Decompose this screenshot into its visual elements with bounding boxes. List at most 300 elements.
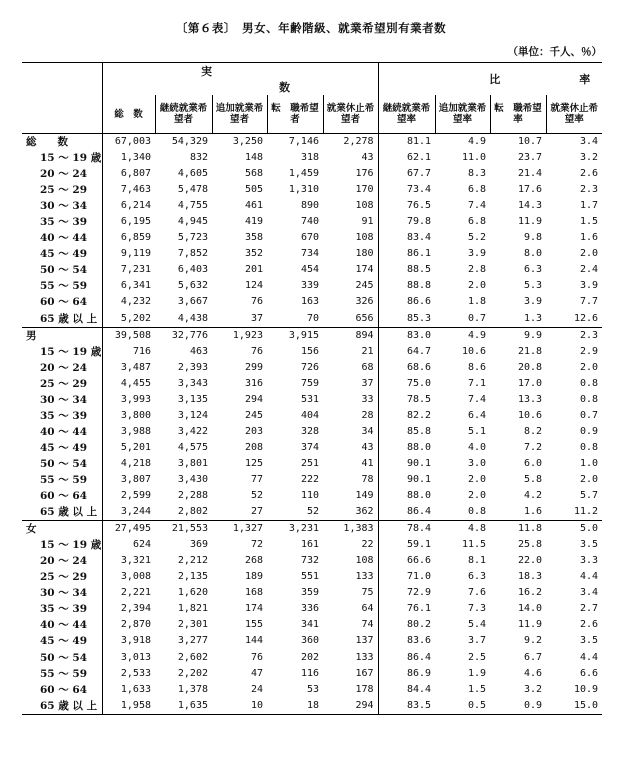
cell-value: 1,635 xyxy=(155,698,212,715)
cell-value: 3.9 xyxy=(579,280,599,292)
cell-value: 6,341 xyxy=(120,280,151,292)
cell-value: 2.6 xyxy=(579,619,599,631)
cell-value: 6,403 xyxy=(177,264,208,276)
cell-value: 454 xyxy=(300,264,319,276)
row-label: 50 ～ 54 xyxy=(22,650,102,666)
cell-value: 12.6 xyxy=(573,312,599,324)
cell-value: 339 xyxy=(300,280,319,292)
cell-value: 75.0 xyxy=(378,376,435,392)
cell-value: 108 xyxy=(355,555,374,567)
cell-value: 8.3 xyxy=(467,168,487,180)
cell-value: 1.3 xyxy=(523,312,543,324)
row-label: 60 ～ 64 xyxy=(22,682,102,698)
table-title: 〔第６表〕 男女、年齢階級、就業希望別有業者数 xyxy=(175,21,447,35)
cell-value: 155 xyxy=(244,619,263,631)
row-label: 25 ～ 29 xyxy=(22,569,102,585)
row-label: 35 ～ 39 xyxy=(22,408,102,424)
row-label: 50 ～ 54 xyxy=(22,456,102,472)
cell-value: 568 xyxy=(244,168,263,180)
cell-value: 161 xyxy=(300,539,319,551)
cell-value: 47 xyxy=(250,667,263,679)
column-header: 就業休止希望率 xyxy=(546,95,602,134)
cell-value: 9.2 xyxy=(523,635,543,647)
cell-value: 86.9 xyxy=(378,666,435,682)
cell-value: 5.8 xyxy=(523,474,543,485)
cell-value: 16.2 xyxy=(517,587,543,599)
column-header: 就業休止希望者 xyxy=(323,95,378,134)
table-row xyxy=(22,456,602,472)
cell-value: 2.0 xyxy=(467,280,487,292)
cell-value: 1,821 xyxy=(177,603,208,615)
cell-value: 1,958 xyxy=(102,698,155,715)
cell-value: 168 xyxy=(244,587,263,599)
cell-value: 3,487 xyxy=(120,361,151,373)
cell-value: 6.3 xyxy=(523,264,543,276)
cell-value: 3,013 xyxy=(120,651,151,663)
cell-value: 20.8 xyxy=(517,361,543,373)
cell-value: 64.7 xyxy=(378,344,435,360)
cell-value: 8.0 xyxy=(523,248,543,260)
cell-value: 4,755 xyxy=(177,200,208,212)
table-row xyxy=(22,601,602,617)
cell-value: 14.0 xyxy=(517,603,543,615)
cell-value: 18.3 xyxy=(517,571,543,583)
cell-value: 3,343 xyxy=(177,377,208,389)
cell-value: 137 xyxy=(355,635,374,647)
cell-value: 13.3 xyxy=(517,393,543,405)
cell-value: 21,553 xyxy=(155,521,212,538)
cell-value: 2.0 xyxy=(467,490,487,502)
cell-value: 5,478 xyxy=(177,184,208,196)
row-label: 15 ～ 19 歳 xyxy=(22,537,102,553)
cell-value: 3.7 xyxy=(467,635,487,647)
cell-value: 17.6 xyxy=(517,184,543,196)
cell-value: 5.4 xyxy=(467,619,487,631)
cell-value: 1.6 xyxy=(523,506,543,518)
table-row xyxy=(22,666,602,682)
cell-value: 10.7 xyxy=(517,136,543,148)
row-label: 40 ～ 44 xyxy=(22,230,102,246)
cell-value: 222 xyxy=(300,474,319,485)
cell-value: 3,231 xyxy=(267,521,323,538)
table-row xyxy=(22,633,602,649)
table-row xyxy=(22,521,602,538)
cell-value: 9.8 xyxy=(523,232,543,244)
cell-value: 326 xyxy=(355,296,374,308)
cell-value: 39,508 xyxy=(102,327,155,344)
cell-value: 15.0 xyxy=(546,698,602,715)
cell-value: 6.0 xyxy=(523,457,543,469)
cell-value: 0.8 xyxy=(579,441,599,453)
cell-value: 2,135 xyxy=(177,571,208,583)
row-label: 35 ～ 39 xyxy=(22,214,102,230)
cell-value: 21 xyxy=(361,345,374,357)
cell-value: 88.8 xyxy=(378,278,435,294)
cell-value: 2.0 xyxy=(579,361,599,373)
cell-value: 54,329 xyxy=(171,136,208,148)
row-label: 25 ～ 29 xyxy=(22,182,102,198)
cell-value: 2,212 xyxy=(177,555,208,567)
cell-value: 3.5 xyxy=(579,635,599,647)
cell-value: 76 xyxy=(250,651,263,663)
cell-value: 7,463 xyxy=(120,184,151,196)
cell-value: 10.6 xyxy=(461,345,487,357)
cell-value: 11.2 xyxy=(573,506,599,518)
cell-value: 245 xyxy=(244,409,263,421)
row-label: 65 歳 以 上 xyxy=(22,698,102,715)
cell-value: 4,232 xyxy=(120,296,151,308)
cell-value: 316 xyxy=(244,377,263,389)
cell-value: 88.5 xyxy=(378,262,435,278)
cell-value: 21.4 xyxy=(517,168,543,180)
cell-value: 6,214 xyxy=(120,200,151,212)
cell-value: 24 xyxy=(250,683,263,695)
cell-value: 4.8 xyxy=(435,521,490,538)
row-label: 35 ～ 39 xyxy=(22,601,102,617)
cell-value: 7.4 xyxy=(467,393,487,405)
cell-value: 67,003 xyxy=(114,136,151,148)
cell-value: 3,277 xyxy=(177,635,208,647)
cell-value: 1,378 xyxy=(177,683,208,695)
cell-value: 1.5 xyxy=(467,683,487,695)
cell-value: 76 xyxy=(250,296,263,308)
table-row xyxy=(22,504,602,521)
cell-value: 1.8 xyxy=(467,296,487,308)
cell-value: 7.6 xyxy=(467,587,487,599)
cell-value: 8.6 xyxy=(467,361,487,373)
cell-value: 759 xyxy=(300,377,319,389)
cell-value: 461 xyxy=(244,200,263,212)
cell-value: 2,602 xyxy=(177,651,208,663)
cell-value: 4.9 xyxy=(467,136,487,148)
cell-value: 77 xyxy=(250,474,263,485)
column-header: 継続就業希望者 xyxy=(155,95,212,134)
table-row xyxy=(22,166,602,182)
cell-value: 8.1 xyxy=(467,555,487,567)
cell-value: 41 xyxy=(361,457,374,469)
cell-value: 463 xyxy=(189,345,208,357)
column-header: 転 職希望者 xyxy=(267,95,323,134)
cell-value: 82.2 xyxy=(378,408,435,424)
cell-value: 5.1 xyxy=(467,425,487,437)
row-label: 50 ～ 54 xyxy=(22,262,102,278)
cell-value: 74 xyxy=(361,619,374,631)
corner-cell xyxy=(22,63,102,134)
cell-value: 3,800 xyxy=(120,409,151,421)
cell-value: 110 xyxy=(300,490,319,502)
cell-value: 670 xyxy=(300,232,319,244)
cell-value: 83.0 xyxy=(378,327,435,344)
row-label: 20 ～ 24 xyxy=(22,553,102,569)
cell-value: 72 xyxy=(250,539,263,551)
cell-value: 88.0 xyxy=(378,440,435,456)
cell-value: 23.7 xyxy=(517,152,543,164)
table-row xyxy=(22,408,602,424)
cell-value: 72.9 xyxy=(378,585,435,601)
cell-value: 2.6 xyxy=(579,168,599,180)
cell-value: 5,632 xyxy=(177,280,208,292)
table-row xyxy=(22,360,602,376)
cell-value: 2,533 xyxy=(120,667,151,679)
cell-value: 5,202 xyxy=(120,312,151,324)
cell-value: 70 xyxy=(306,312,319,324)
cell-value: 3,430 xyxy=(177,474,208,485)
cell-value: 2,870 xyxy=(120,619,151,631)
cell-value: 734 xyxy=(300,248,319,260)
table-row xyxy=(22,585,602,601)
row-label: 45 ～ 49 xyxy=(22,246,102,262)
row-label: 15 ～ 19 歳 xyxy=(22,150,102,166)
cell-value: 91 xyxy=(361,216,374,228)
cell-value: 2.4 xyxy=(579,264,599,276)
table-row xyxy=(22,392,602,408)
cell-value: 732 xyxy=(300,555,319,567)
cell-value: 52 xyxy=(250,490,263,502)
table-row xyxy=(22,424,602,440)
cell-value: 245 xyxy=(355,280,374,292)
cell-value: 3.2 xyxy=(523,683,543,695)
column-header: 転 職希望率 xyxy=(490,95,546,134)
cell-value: 3.3 xyxy=(579,555,599,567)
cell-value: 108 xyxy=(355,200,374,212)
cell-value: 4,605 xyxy=(177,168,208,180)
cell-value: 22 xyxy=(361,539,374,551)
cell-value: 369 xyxy=(189,539,208,551)
cell-value: 6.7 xyxy=(523,651,543,663)
cell-value: 5.0 xyxy=(546,521,602,538)
cell-value: 3,915 xyxy=(267,327,323,344)
cell-value: 299 xyxy=(244,361,263,373)
cell-value: 2.7 xyxy=(579,603,599,615)
cell-value: 11.0 xyxy=(461,152,487,164)
cell-value: 11.9 xyxy=(517,216,543,228)
cell-value: 2.0 xyxy=(467,474,487,485)
cell-value: 76 xyxy=(250,345,263,357)
cell-value: 2.0 xyxy=(579,248,599,260)
cell-value: 3,422 xyxy=(177,425,208,437)
cell-value: 0.7 xyxy=(579,409,599,421)
cell-value: 4.4 xyxy=(579,571,599,583)
table-row xyxy=(22,537,602,553)
table-row xyxy=(22,682,602,698)
cell-value: 17.0 xyxy=(517,377,543,389)
cell-value: 3,124 xyxy=(177,409,208,421)
cell-value: 1,620 xyxy=(177,587,208,599)
cell-value: 2.0 xyxy=(579,474,599,485)
cell-value: 11.9 xyxy=(517,619,543,631)
cell-value: 4,218 xyxy=(120,457,151,469)
table-row xyxy=(22,344,602,360)
table-row xyxy=(22,198,602,214)
cell-value: 62.1 xyxy=(378,150,435,166)
cell-value: 0.7 xyxy=(467,312,487,324)
hiritsu-header: 比 率 xyxy=(378,63,602,96)
cell-value: 75 xyxy=(361,587,374,599)
row-label: 45 ～ 49 xyxy=(22,633,102,649)
cell-value: 3.9 xyxy=(467,248,487,260)
row-label: 60 ～ 64 xyxy=(22,294,102,310)
cell-value: 2,394 xyxy=(120,603,151,615)
cell-value: 6,807 xyxy=(120,168,151,180)
row-label: 15 ～ 19 歳 xyxy=(22,344,102,360)
table-row xyxy=(22,294,602,310)
cell-value: 43 xyxy=(361,441,374,453)
cell-value: 2.8 xyxy=(467,264,487,276)
cell-value: 83.5 xyxy=(378,698,435,715)
cell-value: 7,146 xyxy=(288,136,319,148)
cell-value: 7,231 xyxy=(120,264,151,276)
cell-value: 37 xyxy=(361,377,374,389)
cell-value: 404 xyxy=(300,409,319,421)
cell-value: 80.2 xyxy=(378,617,435,633)
cell-value: 294 xyxy=(244,393,263,405)
cell-value: 76.1 xyxy=(378,601,435,617)
cell-value: 360 xyxy=(300,635,319,647)
cell-value: 4,438 xyxy=(177,312,208,324)
cell-value: 505 xyxy=(244,184,263,196)
cell-value: 68.6 xyxy=(378,360,435,376)
cell-value: 3,807 xyxy=(120,474,151,485)
cell-value: 726 xyxy=(300,361,319,373)
cell-value: 294 xyxy=(323,698,378,715)
cell-value: 0.9 xyxy=(490,698,546,715)
row-label: 男 xyxy=(22,327,102,344)
cell-value: 163 xyxy=(300,296,319,308)
cell-value: 178 xyxy=(355,683,374,695)
row-label: 65 歳 以 上 xyxy=(22,504,102,521)
cell-value: 22.0 xyxy=(517,555,543,567)
cell-value: 358 xyxy=(244,232,263,244)
cell-value: 4.4 xyxy=(579,651,599,663)
cell-value: 180 xyxy=(355,248,374,260)
row-label: 40 ～ 44 xyxy=(22,617,102,633)
cell-value: 5.2 xyxy=(467,232,487,244)
row-label: 45 ～ 49 xyxy=(22,440,102,456)
cell-value: 2.9 xyxy=(579,345,599,357)
cell-value: 656 xyxy=(355,312,374,324)
cell-value: 174 xyxy=(355,264,374,276)
cell-value: 374 xyxy=(300,441,319,453)
cell-value: 170 xyxy=(355,184,374,196)
cell-value: 890 xyxy=(300,200,319,212)
cell-value: 11.8 xyxy=(490,521,546,538)
table-row xyxy=(22,278,602,294)
cell-value: 551 xyxy=(300,571,319,583)
cell-value: 0.8 xyxy=(579,377,599,389)
table-row xyxy=(22,488,602,504)
row-label: 総 数 xyxy=(22,134,102,151)
cell-value: 352 xyxy=(244,248,263,260)
cell-value: 6,859 xyxy=(120,232,151,244)
cell-value: 4,575 xyxy=(177,441,208,453)
cell-value: 4.6 xyxy=(523,667,543,679)
table-row xyxy=(22,472,602,488)
cell-value: 76.5 xyxy=(378,198,435,214)
cell-value: 83.4 xyxy=(378,230,435,246)
row-label: 40 ～ 44 xyxy=(22,424,102,440)
cell-value: 362 xyxy=(355,506,374,518)
column-header: 継続就業希望率 xyxy=(378,95,435,134)
cell-value: 27,495 xyxy=(102,521,155,538)
cell-value: 3,250 xyxy=(232,136,263,148)
cell-value: 90.1 xyxy=(378,456,435,472)
cell-value: 78.5 xyxy=(378,392,435,408)
cell-value: 2,599 xyxy=(120,490,151,502)
row-label: 20 ～ 24 xyxy=(22,166,102,182)
table-row xyxy=(22,698,602,715)
cell-value: 1,327 xyxy=(212,521,267,538)
cell-value: 3.5 xyxy=(579,539,599,551)
cell-value: 33 xyxy=(361,393,374,405)
cell-value: 268 xyxy=(244,555,263,567)
cell-value: 2,221 xyxy=(120,587,151,599)
table-row xyxy=(22,569,602,585)
cell-value: 4,455 xyxy=(120,377,151,389)
cell-value: 34 xyxy=(361,425,374,437)
cell-value: 148 xyxy=(244,152,263,164)
cell-value: 624 xyxy=(132,539,151,551)
cell-value: 7.7 xyxy=(579,296,599,308)
cell-value: 66.6 xyxy=(378,553,435,569)
cell-value: 3,667 xyxy=(177,296,208,308)
table-row xyxy=(22,230,602,246)
cell-value: 208 xyxy=(244,441,263,453)
cell-value: 3,321 xyxy=(120,555,151,567)
cell-value: 116 xyxy=(300,667,319,679)
cell-value: 419 xyxy=(244,216,263,228)
cell-value: 71.0 xyxy=(378,569,435,585)
cell-value: 1.6 xyxy=(579,232,599,244)
table-row xyxy=(22,150,602,166)
cell-value: 86.6 xyxy=(378,294,435,310)
cell-value: 6.8 xyxy=(467,216,487,228)
table-row xyxy=(22,182,602,198)
cell-value: 1,340 xyxy=(120,152,151,164)
table-row xyxy=(22,327,602,344)
cell-value: 86.1 xyxy=(378,246,435,262)
cell-value: 4.0 xyxy=(467,441,487,453)
cell-value: 85.8 xyxy=(378,424,435,440)
cell-value: 189 xyxy=(244,571,263,583)
cell-value: 203 xyxy=(244,425,263,437)
cell-value: 3.2 xyxy=(579,152,599,164)
cell-value: 167 xyxy=(355,667,374,679)
cell-value: 7.2 xyxy=(523,441,543,453)
row-label: 20 ～ 24 xyxy=(22,360,102,376)
cell-value: 3,918 xyxy=(120,635,151,647)
cell-value: 1.5 xyxy=(579,216,599,228)
cell-value: 84.4 xyxy=(378,682,435,698)
cell-value: 10.9 xyxy=(573,683,599,695)
cell-value: 1,459 xyxy=(288,168,319,180)
cell-value: 1.0 xyxy=(579,457,599,469)
cell-value: 4,945 xyxy=(177,216,208,228)
cell-value: 2,301 xyxy=(177,619,208,631)
cell-value: 11.5 xyxy=(461,539,487,551)
cell-value: 28 xyxy=(361,409,374,421)
cell-value: 32,776 xyxy=(155,327,212,344)
cell-value: 3.4 xyxy=(579,136,599,148)
cell-value: 21.8 xyxy=(517,345,543,357)
cell-value: 1,633 xyxy=(120,683,151,695)
cell-value: 7.1 xyxy=(467,377,487,389)
cell-value: 0.9 xyxy=(579,425,599,437)
cell-value: 7,852 xyxy=(177,248,208,260)
cell-value: 67.7 xyxy=(378,166,435,182)
cell-value: 1,923 xyxy=(212,327,267,344)
column-header: 追加就業希望率 xyxy=(435,95,490,134)
cell-value: 832 xyxy=(189,152,208,164)
